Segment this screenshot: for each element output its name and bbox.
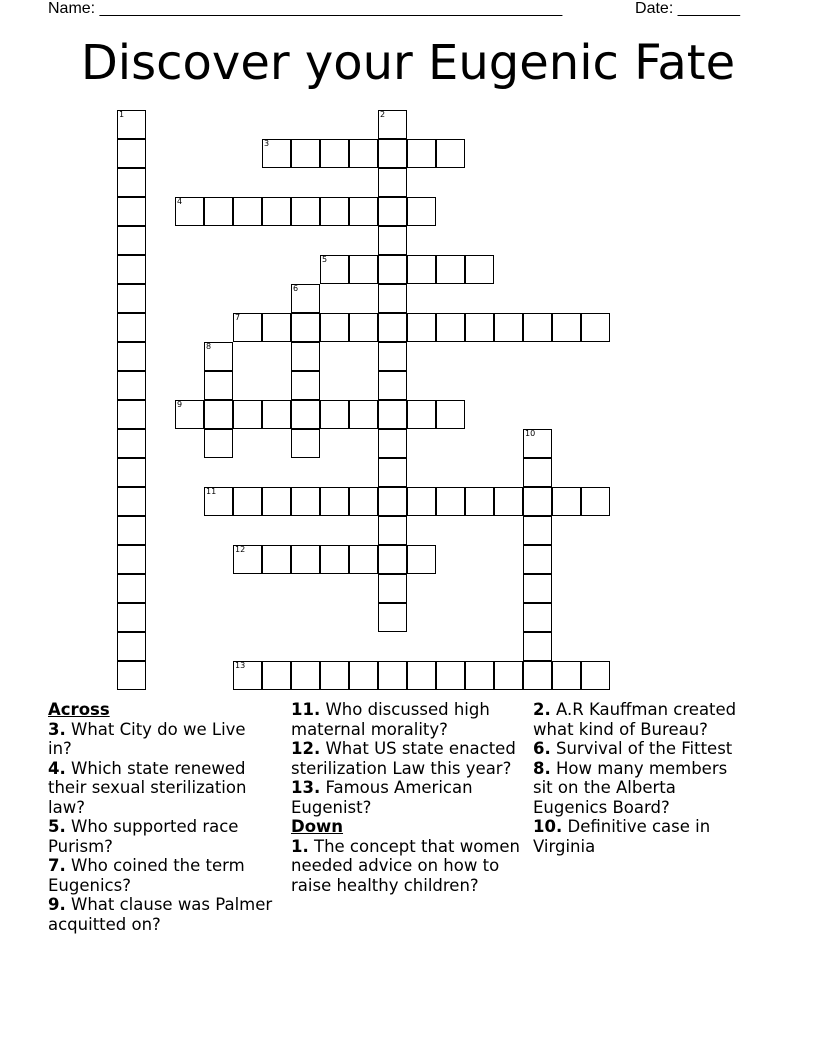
grid-cell[interactable] [291,429,320,458]
across-heading: Across [48,700,110,719]
grid-cell[interactable] [262,661,291,690]
cell-number: 12 [235,545,246,554]
grid-cell[interactable] [436,139,465,168]
grid-cell[interactable] [262,400,291,429]
grid-cell[interactable] [349,313,378,342]
clue-text: A.R Kauffman created what kind of Bureau? [533,700,737,739]
grid-cell[interactable] [436,313,465,342]
grid-cell[interactable] [465,255,494,284]
grid-cell[interactable] [117,632,146,661]
grid-cell[interactable] [262,139,291,168]
grid-cell[interactable] [349,255,378,284]
grid-cell[interactable] [117,342,146,371]
grid-cell[interactable] [407,313,436,342]
grid-cell[interactable] [349,197,378,226]
grid-cell[interactable] [378,400,407,429]
clue-text: Definitive case in Virginia [533,817,711,856]
grid-cell[interactable] [494,661,523,690]
cell-number: 9 [177,400,183,409]
grid-cell[interactable] [581,487,610,516]
grid-cell[interactable] [204,342,233,371]
grid-cell[interactable] [175,197,204,226]
cell-number: 8 [206,342,212,351]
grid-cell[interactable] [117,400,146,429]
grid-cell[interactable] [117,429,146,458]
clue-item [533,700,748,739]
grid-cell[interactable] [291,197,320,226]
grid-cell[interactable] [378,197,407,226]
grid-cell[interactable] [378,545,407,574]
grid-cell[interactable] [117,139,146,168]
grid-cell[interactable] [552,661,581,690]
clue-item [291,778,523,817]
grid-cell[interactable] [378,168,407,197]
clue-text: Survival of the Fittest [556,739,733,758]
date-field[interactable]: Date: _______ [635,0,740,17]
clue-column-3 [533,700,748,856]
grid-cell[interactable] [117,458,146,487]
grid-cell[interactable] [407,661,436,690]
clue-item [48,895,273,934]
grid-cell[interactable] [523,603,552,632]
grid-cell[interactable] [320,400,349,429]
grid-cell[interactable] [291,487,320,516]
grid-cell[interactable] [262,313,291,342]
grid-cell[interactable] [349,661,378,690]
grid-cell[interactable] [349,487,378,516]
grid-cell[interactable] [117,313,146,342]
grid-cell[interactable] [378,603,407,632]
grid-cell[interactable] [494,487,523,516]
grid-cell[interactable] [117,226,146,255]
grid-cell[interactable] [117,168,146,197]
grid-cell[interactable] [378,255,407,284]
grid-cell[interactable] [204,429,233,458]
clue-number: 5. [48,817,66,836]
clue-column-2 [291,700,523,895]
clue-text: What City do we Live in? [48,719,246,758]
grid-cell[interactable] [262,197,291,226]
across-clue-list-continued [291,700,523,817]
grid-cell[interactable] [291,545,320,574]
clue-item [48,759,273,818]
grid-cell[interactable] [407,545,436,574]
grid-cell[interactable] [465,313,494,342]
cell-number: 13 [235,661,246,670]
cell-number: 2 [380,110,386,119]
grid-cell[interactable] [523,661,552,690]
clue-text: Who supported race Purism? [48,817,239,856]
grid-cell[interactable] [523,313,552,342]
name-field[interactable]: Name: ____________________________________________________ [48,0,563,17]
grid-cell[interactable] [320,313,349,342]
grid-cell[interactable] [523,516,552,545]
down-heading: Down [291,817,344,836]
grid-cell[interactable] [465,487,494,516]
grid-cell[interactable] [378,487,407,516]
grid-cell[interactable] [436,661,465,690]
grid-cell[interactable] [436,487,465,516]
grid-cell[interactable] [233,545,262,574]
grid-cell[interactable] [233,661,262,690]
grid-cell[interactable] [320,545,349,574]
grid-cell[interactable] [523,632,552,661]
clue-text: Which state renewed their sexual sterilization law? [48,758,247,817]
grid-cell[interactable] [117,545,146,574]
grid-cell[interactable] [291,313,320,342]
clue-number: 7. [48,856,66,875]
grid-cell[interactable] [262,487,291,516]
cell-number: 1 [119,110,125,119]
grid-cell[interactable] [291,139,320,168]
clue-item [48,856,273,895]
grid-cell[interactable] [204,400,233,429]
clue-item [48,720,273,759]
grid-cell[interactable] [117,110,146,139]
cell-number: 6 [293,284,299,293]
grid-cell[interactable] [320,487,349,516]
clue-number: 13. [291,778,321,797]
grid-cell[interactable] [349,139,378,168]
grid-cell[interactable] [523,545,552,574]
down-clue-list-continued [533,700,748,856]
grid-cell[interactable] [291,661,320,690]
across-clue-list [48,720,273,935]
grid-cell[interactable] [204,487,233,516]
grid-cell[interactable] [378,313,407,342]
grid-cell[interactable] [349,400,378,429]
grid-cell[interactable] [378,661,407,690]
clue-item [533,759,748,818]
grid-cell[interactable] [407,400,436,429]
grid-cell[interactable] [552,487,581,516]
clue-number: 2. [533,700,551,719]
grid-cell[interactable] [175,400,204,429]
grid-cell[interactable] [523,487,552,516]
cell-number: 5 [322,255,328,264]
grid-cell[interactable] [378,110,407,139]
clue-item [291,837,523,896]
clue-text: What clause was Palmer acquitted on? [48,895,273,934]
grid-cell[interactable] [349,545,378,574]
grid-cell[interactable] [407,487,436,516]
grid-cell[interactable] [407,255,436,284]
page-title: Discover your Eugenic Fate [80,35,736,91]
grid-cell[interactable] [378,371,407,400]
grid-cell[interactable] [378,139,407,168]
clue-number: 8. [533,758,551,778]
grid-cell[interactable] [378,429,407,458]
grid-cell[interactable] [320,661,349,690]
grid-cell[interactable] [204,371,233,400]
grid-cell[interactable] [117,284,146,313]
grid-cell[interactable] [233,313,262,342]
grid-cell[interactable] [436,255,465,284]
clue-text: How many members sit on the Alberta Eugenics Board? [533,758,728,817]
grid-cell[interactable] [233,487,262,516]
grid-cell[interactable] [378,226,407,255]
grid-cell[interactable] [117,197,146,226]
grid-cell[interactable] [320,139,349,168]
grid-cell[interactable] [291,284,320,313]
clue-number: 3. [48,719,66,739]
clue-number: 6. [533,739,551,758]
grid-cell[interactable] [407,197,436,226]
grid-cell[interactable] [320,255,349,284]
grid-cell[interactable] [523,574,552,603]
clue-number: 1. [291,836,309,856]
grid-cell[interactable] [233,197,262,226]
grid-cell[interactable] [117,255,146,284]
grid-cell[interactable] [523,458,552,487]
clue-number: 10. [533,817,563,836]
grid-cell[interactable] [378,342,407,371]
grid-cell[interactable] [117,487,146,516]
clue-text: Who coined the term Eugenics? [48,856,245,895]
cell-number: 11 [206,487,217,496]
grid-cell[interactable] [117,661,146,690]
clue-number: 12. [291,739,321,758]
clue-text: Who discussed high maternal morality? [291,700,490,739]
grid-cell[interactable] [320,197,349,226]
grid-cell[interactable] [117,516,146,545]
clue-text: Famous American Eugenist? [291,778,473,817]
cell-number: 10 [525,429,536,438]
grid-cell[interactable] [378,284,407,313]
clue-text: The concept that women needed advice on how to raise healthy children? [291,836,520,895]
grid-cell[interactable] [117,574,146,603]
clue-item [291,739,523,778]
clue-item [291,700,523,739]
clue-column-1 [48,700,273,934]
clue-text: What US state enacted sterilization Law this year? [291,739,516,778]
grid-cell[interactable] [378,458,407,487]
clue-item [533,739,748,759]
grid-cell[interactable] [291,342,320,371]
clue-number: 9. [48,895,66,914]
grid-cell[interactable] [494,313,523,342]
grid-cell[interactable] [291,400,320,429]
grid-cell[interactable] [233,400,262,429]
cell-number: 3 [264,139,270,148]
grid-cell[interactable] [291,371,320,400]
grid-cell[interactable] [465,661,494,690]
clue-number: 4. [48,758,66,778]
grid-cell[interactable] [436,400,465,429]
clue-number: 11. [291,700,321,719]
grid-cell[interactable] [407,139,436,168]
down-clue-list [291,837,523,896]
grid-cell[interactable] [378,574,407,603]
clue-item [533,817,748,856]
grid-cell[interactable] [581,313,610,342]
grid-cell[interactable] [523,429,552,458]
grid-cell[interactable] [581,661,610,690]
grid-cell[interactable] [204,197,233,226]
grid-cell[interactable] [117,603,146,632]
grid-cell[interactable] [378,516,407,545]
cell-number: 4 [177,197,183,206]
grid-cell[interactable] [117,371,146,400]
grid-cell[interactable] [552,313,581,342]
cell-number: 7 [235,313,241,322]
clue-item [48,817,273,856]
grid-cell[interactable] [262,545,291,574]
